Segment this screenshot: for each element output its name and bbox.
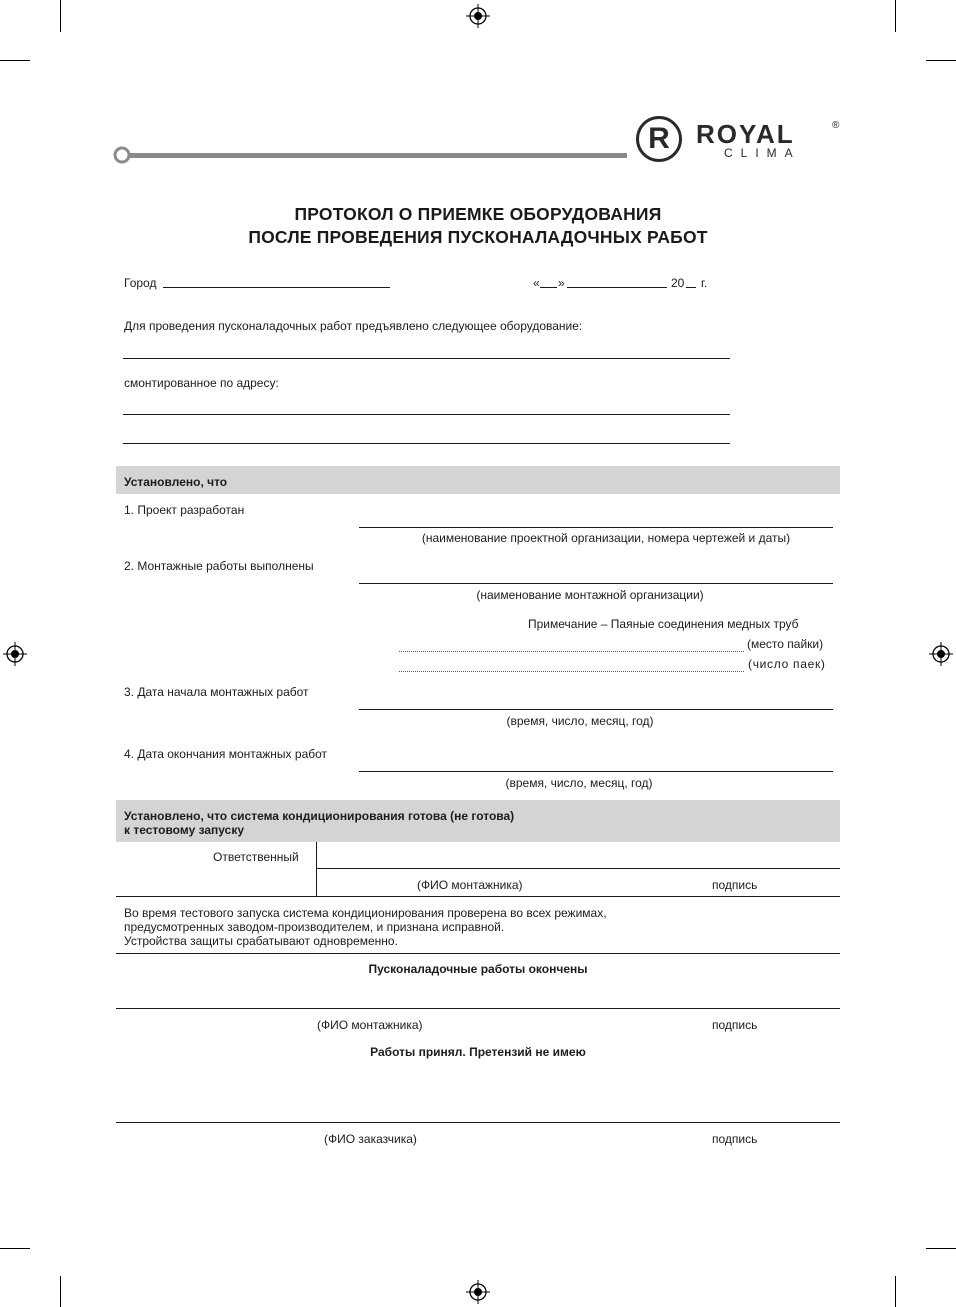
address-field-2[interactable] [123,443,730,444]
accepted-heading: Работы принял. Претензий не имею [370,1045,586,1059]
section-established-heading: Установлено, что [124,475,228,489]
note-place-field[interactable] [399,651,744,652]
item1-caption: (наименование проектной организации, номера чертежей и даты) [421,531,791,545]
year-prefix: 20 [671,276,685,290]
page-title-line1: ПРОТОКОЛ О ПРИЕМКЕ ОБОРУДОВАНИЯ [294,204,662,224]
test-text-line1: Во время тестового запуска система кондиционирования проверена во всех режимах, [124,906,607,920]
header-accent-bar [110,144,630,166]
item4-field[interactable] [359,771,833,772]
row-divider [116,953,840,954]
date-year-field[interactable] [686,287,696,288]
city-label: Город [124,276,157,290]
date-month-field[interactable] [567,287,667,288]
brand-logo [636,116,846,164]
signature-caption: подпись [712,878,758,892]
equipment-field[interactable] [123,358,730,359]
crop-mark [926,1248,956,1249]
crop-mark [895,0,896,32]
item4-caption: (время, число, месяц, год) [505,776,653,790]
item4-label: 4. Дата окончания монтажных работ [124,747,328,761]
crop-mark [0,1248,30,1249]
test-text-line2: предусмотренных заводом-производителем, и признана исправной. [124,920,505,934]
test-text-line3: Устройства защиты срабатывают одновременно. [124,934,398,948]
signature-caption-3: подпись [712,1132,758,1146]
crop-mark [926,60,956,61]
crop-mark [60,0,61,32]
equipment-label: Для проведения пусконаладочных работ предъявлено следующее оборудование: [124,319,583,333]
row-divider [116,896,840,897]
section-ready-heading-line2: к тестовому запуску [124,823,245,837]
item1-label: 1. Проект разработан [124,503,245,517]
address-label: смонтированное по адресу: [124,376,279,390]
date-day-field[interactable] [540,287,557,288]
address-field-1[interactable] [123,414,730,415]
item1-field[interactable] [359,527,833,528]
registration-mark-icon [466,4,490,28]
registration-mark-icon [466,1280,490,1304]
customer-signature-field[interactable] [116,1122,840,1123]
item3-caption: (время, число, месяц, год) [506,714,654,728]
year-suffix: г. [701,276,708,290]
completed-heading: Пусконаладочные работы окончены [368,962,588,976]
responsible-divider [316,842,317,896]
responsible-name-field[interactable] [317,868,840,869]
registration-mark-icon [3,642,27,666]
signature-caption-2: подпись [712,1018,758,1032]
item2-field[interactable] [359,583,833,584]
page-title-line2: ПОСЛЕ ПРОВЕДЕНИЯ ПУСКОНАЛАДОЧНЫХ РАБОТ [248,227,708,247]
installer-caption: (ФИО монтажника) [417,878,523,892]
installer-signature-field[interactable] [116,1008,840,1009]
installer-caption-2: (ФИО монтажника) [317,1018,423,1032]
logo-mark-icon: R [636,116,682,162]
note-text: Примечание – Паяные соединения медных труб [528,617,799,631]
date-close-quote: » [558,276,565,290]
section-ready-heading-line1: Установлено, что система кондиционирования готова (не готова) [124,809,515,823]
city-field[interactable] [163,287,390,288]
brand-registered: ® [832,120,840,131]
registration-mark-icon [929,642,953,666]
crop-mark [895,1276,896,1307]
crop-mark [60,1276,61,1307]
brand-name-bottom: CLIMA [724,146,801,160]
note-place-caption: (место пайки) [747,637,824,651]
item3-label: 3. Дата начала монтажных работ [124,685,309,699]
note-count-caption: (число паек) [748,657,826,671]
item2-label: 2. Монтажные работы выполнены [124,559,314,573]
item3-field[interactable] [359,709,833,710]
item2-caption: (наименование монтажной организации) [476,588,704,602]
date-open-quote: « [533,276,540,290]
customer-caption: (ФИО заказчика) [324,1132,417,1146]
note-count-field[interactable] [399,671,744,672]
responsible-label: Ответственный [213,850,299,864]
brand-name-top: ROYAL [696,119,795,149]
crop-mark [0,60,30,61]
